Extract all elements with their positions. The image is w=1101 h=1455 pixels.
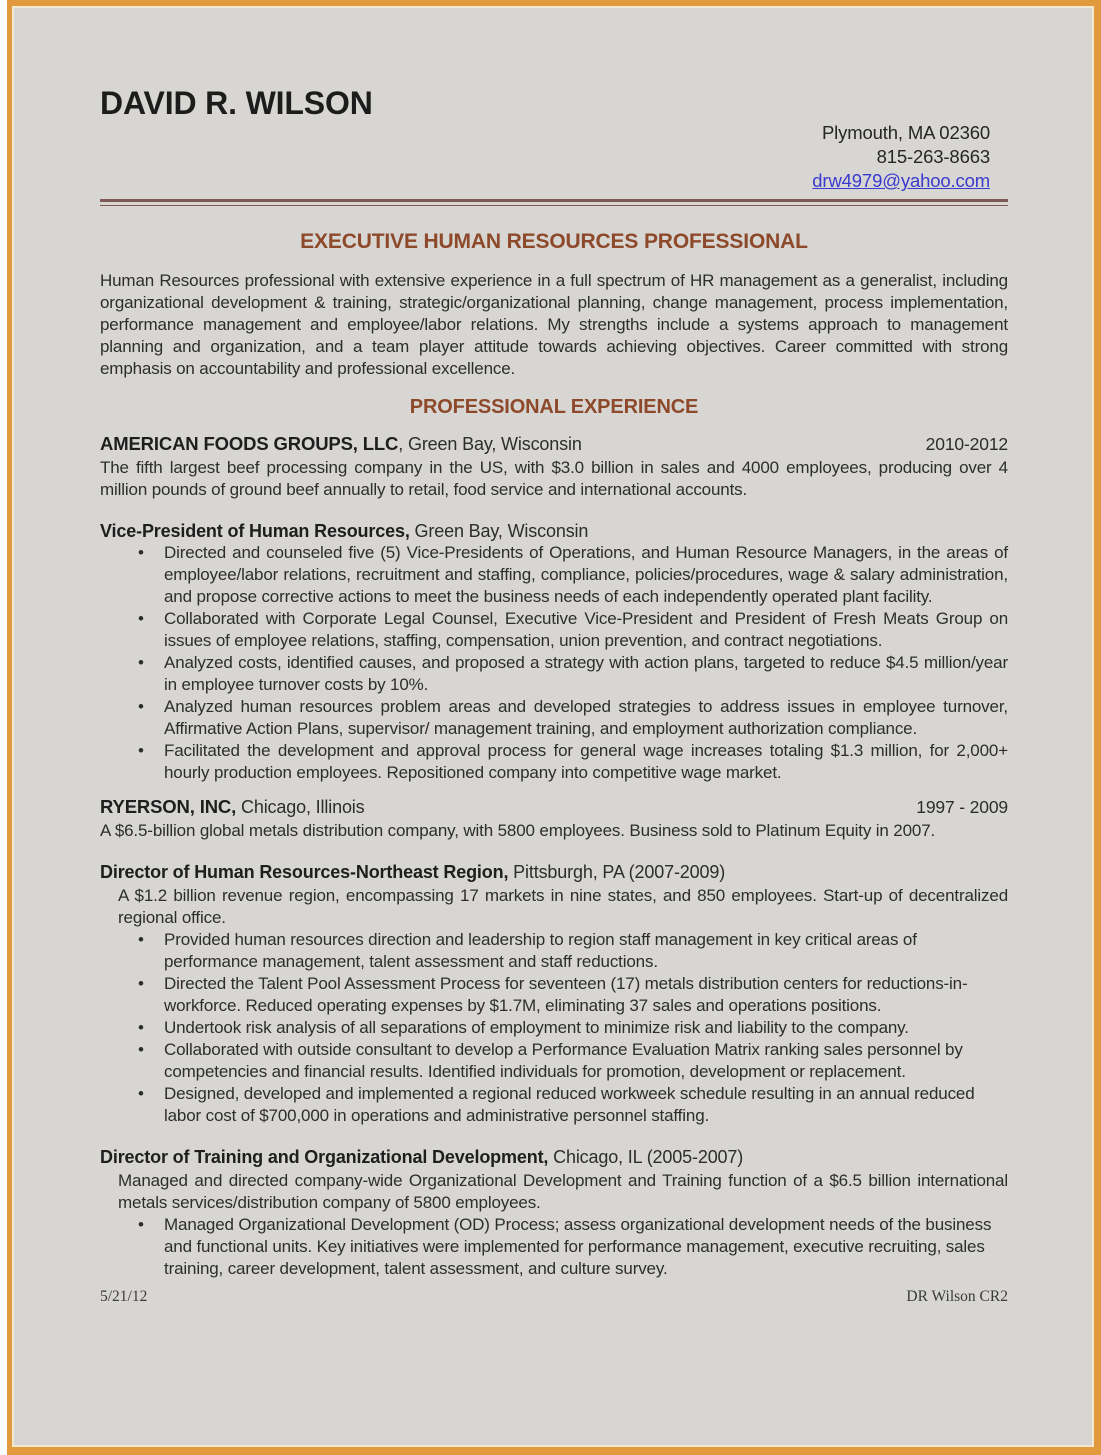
contact-location: Plymouth, MA 02360 <box>821 122 990 144</box>
bullet-list <box>100 929 1008 1127</box>
bullet-item: • Managed Organizational Development (OD) Process; assess organizational development needs of the business and functional units. Key initiatives were implemented for performance management, executive recruiting, sales training, career development, talent assessment, and culture survey. <box>100 1214 1008 1280</box>
bullet-item: • Directed the Talent Pool Assessment Process for seventeen (17) metals distribution centers for reductions-in-workforce. Reduced operating expenses by $1.7M, eliminating 37 sales and operations positions. <box>100 973 1008 1017</box>
bullet-item: • Provided human resources direction and leadership to region staff management in key critical areas of performance management, talent assessment and staff reductions. <box>100 929 1008 973</box>
orange-frame <box>7 0 1101 1455</box>
role-location: Green Bay, Wisconsin <box>409 521 589 542</box>
bullet-item: • Designed, developed and implemented a regional reduced workweek schedule resulting in an annual reduced labor cost of $700,000 in operations and administrative personnel staffing. <box>100 1083 1008 1127</box>
role-title <box>100 1147 1008 1168</box>
footer-date: 5/21/12 <box>100 1288 148 1306</box>
bullet-item: • Analyzed costs, identified causes, and proposed a strategy with action plans, targeted to reduce $4.5 million/year in employee turnover costs by 10%. <box>100 652 1008 696</box>
company-location: , Green Bay, Wisconsin <box>398 434 582 455</box>
bullet-item: • Undertook risk analysis of all separations of employment to minimize risk and liability to the company. <box>100 1017 1008 1039</box>
company-dates: 2010-2012 <box>925 434 1008 455</box>
resume-page <box>14 8 1092 1445</box>
bullet-item: • Facilitated the development and approval process for general wage increases totaling $1.3 million, for 2,000+ hourly production employees. Repositioned company into competitive wage market. <box>100 740 1008 784</box>
role-title-bold: Vice-President of Human Resources, <box>100 521 410 542</box>
bullet-item: • Collaborated with Corporate Legal Counsel, Executive Vice-President and President of Fresh Meats Group on issues of employee relations, staffing, compensation, union prevention, and contract negotiations. <box>100 608 1008 652</box>
company-header <box>100 433 1008 455</box>
company-name: RYERSON, INC, <box>100 796 237 818</box>
role-title-bold: Director of Training and Organizational Development, <box>100 1147 549 1168</box>
role-intro-paragraph: Managed and directed company-wide Organizational Development and Training function of a $6.5 billion international metals services/distribution company of 5800 employees. <box>118 1171 1008 1213</box>
bullet-item: • Collaborated with outside consultant to develop a Performance Evaluation Matrix ranking sales personnel by competencies and financial results. Identified individuals for promotion, development or replacement. <box>100 1039 1008 1083</box>
footer-docref: DR Wilson CR2 <box>906 1288 1008 1306</box>
summary-paragraph: Human Resources professional with extensive experience in a full spectrum of HR management as a generalist, including organizational development & training, strategic/organizational planning, change management, process implementation, performance management and employee/labor relations. My strengths include a systems approach to management planning and organization, and a team player attitude towards achieving objectives. Career committed with strong emphasis on accountability and professional excellence. <box>100 271 1008 379</box>
resume-title-heading: EXECUTIVE HUMAN RESOURCES PROFESSIONAL <box>300 230 808 254</box>
role-location: Pittsburgh, PA (2007-2009) <box>508 862 726 883</box>
company-description: The fifth largest beef processing company in the US, with $3.0 billion in sales and 4000 employees, producing over 4 million pounds of ground beef annually to retail, food service and international accounts. <box>100 458 1008 500</box>
page-footer <box>100 1288 1008 1306</box>
company-header <box>100 796 1008 818</box>
role-intro-paragraph: A $1.2 billion revenue region, encompassing 17 markets in nine states, and 850 employees. Start-up of decentralized regional office. <box>118 886 1008 928</box>
role-title <box>100 862 1008 883</box>
bullet-list <box>100 1214 1008 1280</box>
section-heading-professional-experience: PROFESSIONAL EXPERIENCE <box>409 396 699 419</box>
bullet-item: • Directed and counseled five (5) Vice-Presidents of Operations, and Human Resource Managers, in the areas of employee/labor relations, recruitment and staffing, compliance, policies/procedures, wage & salary administration, and propose corrective actions to meet the business needs of each independently operated plant facility. <box>100 542 1008 608</box>
person-name: DAVID R. WILSON <box>100 85 373 121</box>
contact-block <box>100 121 1008 193</box>
company-location: Chicago, Illinois <box>236 797 365 818</box>
bullet-list <box>100 542 1008 784</box>
header-divider-rule <box>100 199 1008 206</box>
role-location: Chicago, IL (2005-2007) <box>548 1147 744 1168</box>
company-name: AMERICAN FOODS GROUPS, LLC <box>100 433 399 455</box>
company-dates: 1997 - 2009 <box>916 797 1008 818</box>
contact-email-link[interactable]: drw4979@yahoo.com <box>812 170 990 192</box>
company-description: A $6.5-billion global metals distribution company, with 5800 employees. Business sold to Platinum Equity in 2007. <box>100 821 936 841</box>
role-title <box>100 521 1008 542</box>
bullet-item: • Analyzed human resources problem areas and developed strategies to address issues in employee turnover, Affirmative Action Plans, supervisor/ management training, and employment authorization compliance. <box>100 696 1008 740</box>
role-title-bold: Director of Human Resources-Northeast Region, <box>100 862 509 883</box>
contact-phone: 815-263-8663 <box>876 146 990 168</box>
